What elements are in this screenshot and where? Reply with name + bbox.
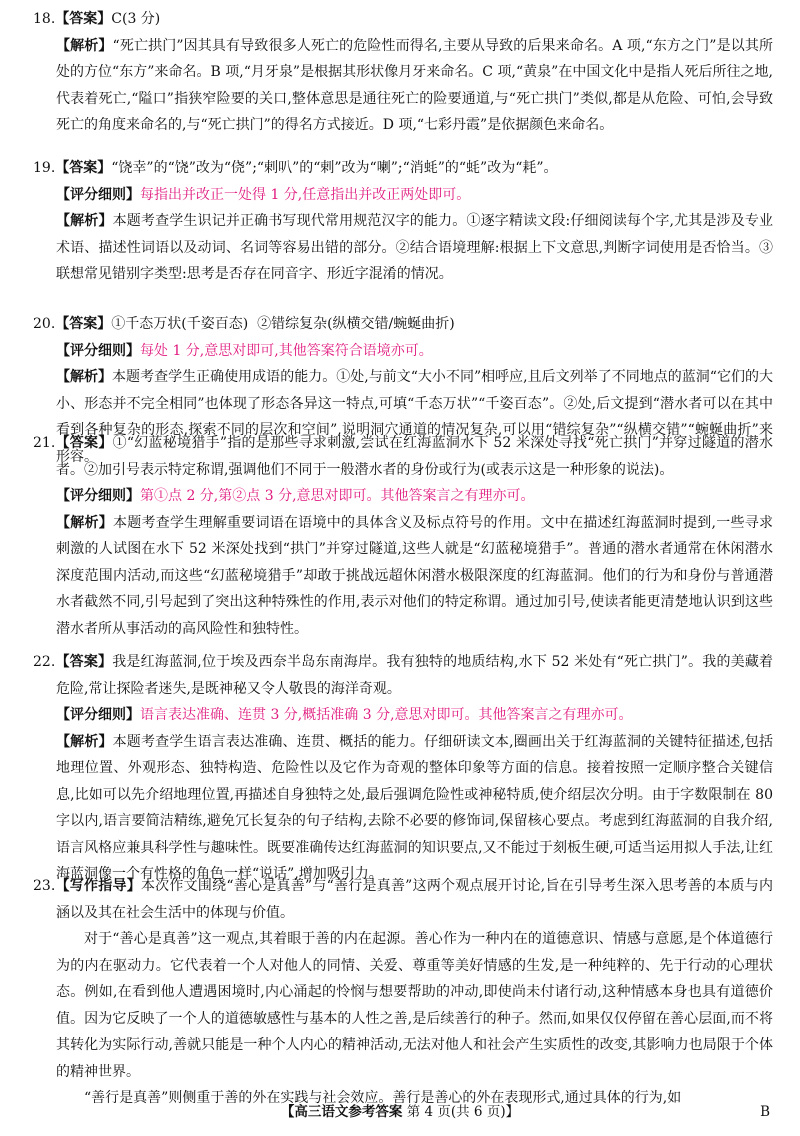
footer-page: 第 4 页(共 6 页)】 (406, 1104, 520, 1120)
answer-tag: 【答案】 (55, 435, 113, 451)
footer-title: 【高三语文参考答案 (280, 1104, 403, 1120)
rubric-text: 每处 1 分,意思对即可,其他答案符合语境亦可。 (140, 342, 433, 359)
q23-paragraph-1: 对于“善心是真善”这一观点,其着眼于善的内在起源。善心作为一种内在的道德意识、情感与意愿,是个体道德行为的内在驱动力。它代表着一个人对他人的同情、关爱、尊重等美好情感的生发,是一种纯粹的、先于行动的心理状态。例如,在看到他人遭遇困境时,内心涌起的怜悯与想要帮助的冲动,即使尚未付诸行动,这种情感本身也具有道德价值。因为它反映了一个人的道德敏感性与基本的人性之善,是后续善行的种子。然而,如果仅仅停留在善心层面,而不将其转化为实际行动,善就只能是一种个人内心的精神活动,无法对他人和社会产生实质性的改变,其影响力也局限于个体的精神世界。 (56, 931, 773, 1080)
q19-answer-line (33, 155, 773, 182)
analysis-tag: 【解析】 (56, 37, 113, 54)
question-number: 22. (33, 654, 56, 670)
rubric-tag: 【评分细则】 (56, 488, 140, 504)
q20-rubric (33, 338, 773, 365)
q22-analysis (33, 729, 773, 888)
answer-text: 我是红海蓝洞,位于埃及西奈半岛东南海岸。我有独特的地质结构,水下 52 米处有“死亡拱门”。我的美藏着危险,常让探险者迷失,是既神秘又令人敬畏的海洋奇观。 (56, 654, 774, 697)
q18-analysis (33, 33, 773, 139)
analysis-text: 本题考查学生正确使用成语的能力。①处,与前文“大小不同”相呼应,且后文列举了不同地点的蓝洞“它们的大小、形态并不完全相同”也体现了形态各异这一特点,可填“千态万状”“千姿百态”。②处,后文提到“潜水者可以在其中看到各种复杂的形态,探索不同的层次和空间”,说明洞穴通道的情况复杂,可以用“错综复杂”“纵横交错”“蜿蜒曲折”来形容。 (56, 369, 773, 465)
analysis-tag: 【解析】 (56, 369, 113, 385)
question-23 (33, 873, 773, 1112)
q21-answer-line (33, 430, 773, 483)
q21-rubric (33, 483, 773, 510)
question-number: 20. (33, 316, 56, 332)
answer-text: “饶幸”的“饶”改为“侥”;“剌叭”的“剌”改为“喇”;“消蚝”的“蚝”改为“耗”。 (111, 160, 558, 176)
q21-analysis (33, 510, 773, 643)
analysis-text: “死亡拱门”因其具有导致很多人死亡的危险性而得名,主要从导致的后果来命名。A 项,“东方之门”是以其所处的方位“东方”来命名。B 项,“月牙泉”是根据其形状像月牙来命名。C 项,“黄泉”在中国文化中是指人死后所往之地,代表着死亡,“隘口”指狭窄险要的关口,整体意思是通往死亡的险要通道,与“死亡拱门”类似,都是从危险、可怕,会导致死亡的角度来命名的,与“死亡拱门”的得名方式接近。D 项,“七彩丹霞”是依据颜色来命名。 (56, 37, 773, 133)
question-number: 21. (33, 435, 56, 451)
analysis-tag: 【解析】 (56, 514, 114, 531)
q18-answer-line (33, 6, 773, 33)
rubric-tag: 【评分细则】 (56, 342, 140, 359)
q19-rubric (33, 182, 773, 209)
analysis-text: 本题考查学生语言表达准确、连贯、概括的能力。仔细研读文本,圈画出关于红海蓝洞的关键特征描述,包括地理位置、外观形态、独特构造、危险性以及它作为奇观的整体印象等方面的信息。接着按照一定顺序整合关键信息,比如可以先介绍地理位置,再描述自身独特之处,最后强调危险性或神秘特质,使介绍层次分明。由于字数限制在 80 字以内,语言要简洁精练,避免冗长复杂的句子结构,去除不必要的修饰词,保留核心要点。考虑到红海蓝洞的自我介绍,语言风格应兼具科学性与趣味性。既要准确传达红海蓝洞的知识要点,又不能过于刻板生硬,可适当运用拟人手法,让红海蓝洞像一个有性格的角色一样“说话”,增加吸引力。 (56, 733, 773, 882)
q22-rubric (33, 702, 773, 729)
answer-text: ①千态万状(千姿百态) ②错综复杂(纵横交错/蜿蜒曲折) (111, 316, 455, 332)
rubric-text: 第①点 2 分,第②点 3 分,意思对即可。其他答案言之有理亦可。 (140, 488, 535, 504)
guide-tag: 【写作指导】 (55, 878, 141, 894)
q22-answer-line (33, 649, 773, 702)
question-number: 23. (33, 878, 56, 894)
page-footer (0, 1101, 800, 1123)
answer-text: ①“幻蓝秘境猎手”指的是那些寻求刺激,尝试在红海蓝洞水下 52 米深处寻找“死亡拱门”并穿过隧道的潜水者。②加引号表示特定称谓,强调他们不同于一般潜水者的身份或行为(或表示这是一种形象的说法)。 (56, 435, 774, 478)
analysis-text: 本题考查学生理解重要词语在语境中的具体含义及标点符号的作用。文中在描述红海蓝洞时提到,一些寻求刺激的人试图在水下 52 米深处找到“拱门”并穿过隧道,这些人就是“幻蓝秘境猎手”。普通的潜水者通常在休闲潜水深度范围内活动,而这些“幻蓝秘境猎手”却敢于挑战远超休闲潜水极限深度的红海蓝洞。他们的行为和身份与普通潜水者截然不同,引号起到了突出这种特殊性的作用,表示对他们的特定称谓。通过加引号,使读者能更清楚地认识到这些潜水者所从事活动的高风险性和独特性。 (56, 514, 774, 637)
answer-tag: 【答案】 (55, 11, 112, 27)
rubric-text: 语言表达准确、连贯 3 分,概括准确 3 分,意思对即可。其他答案言之有理亦可。 (140, 707, 633, 723)
answer-tag: 【答案】 (55, 654, 113, 670)
question-21 (33, 430, 773, 642)
footer-version: B (760, 1104, 770, 1120)
guide-text: 本次作文围绕“善心是真善”与“善行是真善”这两个观点展开讨论,旨在引导考生深入思考善的本质与内涵以及其在社会生活中的体现与价值。 (56, 878, 773, 921)
analysis-tag: 【解析】 (56, 213, 113, 229)
answer-tag: 【答案】 (55, 160, 112, 176)
question-number: 18. (33, 11, 56, 27)
answer-tag: 【答案】 (55, 316, 112, 332)
question-22 (33, 649, 773, 888)
analysis-text: 本题考查学生识记并正确书写现代常用规范汉字的能力。①逐字精读文段:仔细阅读每个字,尤其是涉及专业术语、描述性词语以及动词、名词等容易出错的部分。②结合语境理解:根据上下文意思,判断字词使用是否恰当。③联想常见错别字类型:思考是否存在同音字、形近字混淆的情况。 (56, 213, 774, 282)
q23-guide (33, 873, 773, 926)
question-18 (33, 6, 773, 139)
answer-text: C(3 分) (111, 11, 161, 27)
rubric-text: 每指出并改正一处得 1 分,任意指出并改正两处即可。 (140, 186, 471, 203)
analysis-tag: 【解析】 (56, 733, 113, 750)
question-19 (33, 155, 773, 288)
question-number: 19. (33, 160, 56, 176)
rubric-tag: 【评分细则】 (56, 186, 140, 203)
q19-analysis (33, 208, 773, 288)
rubric-tag: 【评分细则】 (56, 707, 140, 723)
footer-center (0, 1101, 800, 1123)
q20-answer-line (33, 311, 773, 338)
q23-paragraph-2: “善行是真善”则侧重于善的外在实践与社会效应。善行是善心的外在表现形式,通过具体的行为,如 (84, 1090, 682, 1106)
